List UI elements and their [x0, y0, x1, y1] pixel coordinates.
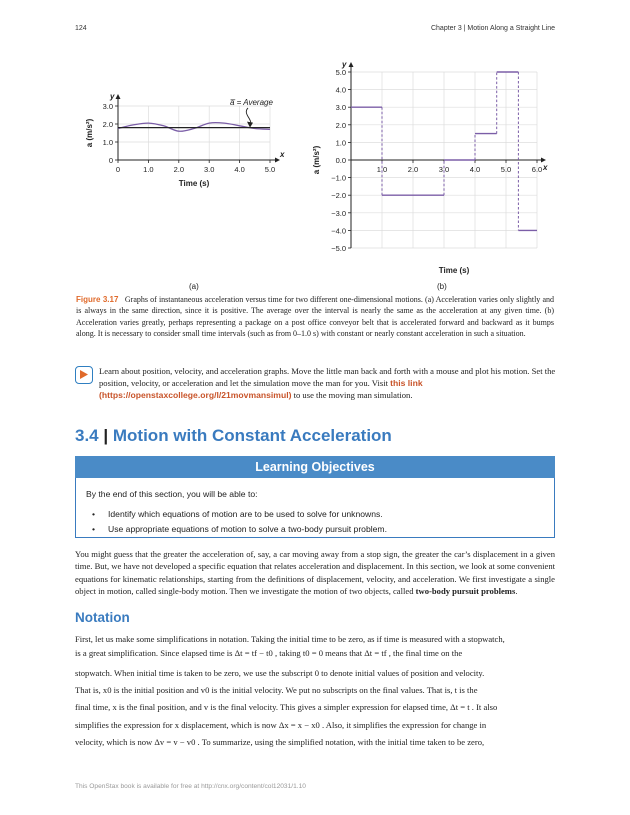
y-tick-label: −4.0: [331, 226, 346, 236]
y-tick-label: −5.0: [331, 244, 346, 253]
y-tick-label: −2.0: [331, 191, 346, 201]
figure-caption: [76, 294, 554, 339]
notation-line: final time, x is the final position, and v is the final velocity. This gives a simpler expression for elapsed time, Δt = t . It also: [75, 702, 498, 712]
y-tick-label: 1.0: [335, 138, 346, 148]
x-tick-label: 5.0: [264, 165, 276, 174]
section-heading: [75, 426, 392, 446]
page-number: 124: [75, 25, 87, 32]
x-axis-letter: x: [280, 150, 285, 159]
callout-text: Learn about position, velocity, and acceleration graphs. Move the little man back and forth with a mouse and plot his motion. Set the position, velocity, or acceleration and let the simulation move the man for you. Visit: [99, 366, 556, 388]
x-tick-label: 2.0: [407, 165, 419, 174]
section-title: Motion with Constant Acceleration: [112, 426, 392, 445]
y-tick-label: 3.0: [102, 102, 113, 111]
simulation-link[interactable]: this link (https://openstaxcollege.org/l/21movmansimul): [99, 377, 423, 400]
intro-paragraph: You might guess that the greater the acceleration of, say, a car moving away from a stop sign, the greater the car’s displacement in a given time. But, we have not developed a specific equation that relates acceleration and displacement. In this section, we look at some convenient equations for kinematic relationships, starting from the definitions of displacement, velocity, and acceleration. We first investigate a single object in motion, called single-body motion. Then we investigate the motion of two objects, called two-body pursuit problems.: [75, 549, 555, 596]
y-tick-label: 2.0: [102, 120, 113, 129]
x-axis-title: Time (s): [438, 266, 470, 275]
x-tick-label: 3.0: [203, 165, 215, 174]
notation-line: stopwatch. When initial time is taken to be zero, we use the subscript 0 to denote initial values of position and velocity.: [75, 668, 485, 678]
learning-objectives-intro: By the end of this section, you will be able to:: [86, 489, 258, 499]
notation-line: simplifies the expression for x displacement, which is now Δx = x − x0 . Also, it simplifies the expression for change in: [75, 720, 487, 730]
y-tick-label: 3.0: [335, 103, 346, 113]
x-tick-label: 6.0: [531, 165, 543, 174]
y-axis-title: a (m/s²): [312, 145, 321, 175]
section-separator: |: [103, 426, 109, 445]
notation-line: That is, x0 is the initial position and v0 is the initial velocity. We put no subscripts on the final values. That is, t is the: [75, 685, 478, 695]
x-tick-label: 4.0: [469, 165, 481, 174]
panel-label-a: (a): [189, 282, 199, 291]
simulation-icon: [75, 366, 93, 384]
bullet: •: [92, 509, 96, 519]
x-tick-label: 5.0: [500, 165, 512, 174]
y-axis-arrow: [116, 94, 121, 99]
figure-number: Figure 3.17: [76, 295, 119, 304]
simulation-callout: [99, 366, 557, 402]
learning-objectives-heading: Learning Objectives: [75, 456, 555, 478]
average-annotation: a̅ = Average: [230, 98, 273, 107]
notation-line: velocity, which is now Δv = v − v0 . To summarize, using the simplified notation, with the initial time taken to be zero,: [75, 737, 485, 747]
x-tick-label: 0: [115, 165, 121, 174]
y-axis-letter: y: [110, 92, 115, 101]
y-tick-label: 2.0: [335, 120, 346, 130]
y-axis-letter: y: [342, 60, 347, 69]
chart-a: [80, 88, 290, 198]
chapter-title: Chapter 3 | Motion Along a Straight Line: [430, 25, 555, 32]
y-axis-arrow: [349, 62, 354, 67]
x-axis-title: Time (s): [178, 179, 210, 188]
chart-b: [305, 58, 565, 283]
notation-line: is a great simplification. Since elapsed time is Δt = tf − t0 , taking t0 = 0 means that Δt = tf , the final time on the: [75, 648, 463, 658]
section-number: 3.4: [75, 426, 99, 445]
annotation-arrowhead: [247, 122, 253, 128]
page-footer: This OpenStax book is available for free at http://cnx.org/content/col12031/1.10: [75, 783, 306, 790]
notation-heading: Notation: [75, 610, 130, 625]
y-tick-label: 5.0: [335, 68, 346, 77]
y-tick-label: −1.0: [331, 173, 346, 183]
x-tick-label: 3.0: [438, 165, 450, 174]
callout-text-end: to use the moving man simulation.: [291, 389, 413, 400]
x-tick-label: 1.0: [143, 165, 154, 174]
x-axis-arrow: [541, 158, 546, 163]
panel-label-b: (b): [437, 282, 447, 291]
y-tick-label: 0: [108, 156, 113, 165]
x-tick-label: 1.0: [376, 165, 388, 174]
y-tick-label: 1.0: [102, 138, 113, 147]
learning-objective-item: • Identify which equations of motion are to be used to solve for unknowns.: [92, 509, 383, 519]
y-tick-label: 0.0: [335, 156, 346, 165]
x-axis-letter: x: [543, 163, 548, 172]
x-tick-label: 2.0: [173, 165, 185, 174]
x-tick-label: 4.0: [234, 165, 245, 174]
bullet: •: [92, 524, 96, 534]
key-term: two-body pursuit problems: [415, 585, 516, 596]
y-tick-label: −3.0: [331, 208, 346, 218]
figure-caption-text: Graphs of instantaneous acceleration versus time for two different one-dimensional motions. (a) Acceleration varies only slightly and is always in the same direction, since it is positive. The average over the interval is nearly the same as the acceleration at any given time. (b) Acceleration varies greatly, perhaps representing a package on a post office conveyor belt that is accelerated forward and backward as it bumps along. It is necessary to consider small time intervals (such as from 0–1.0 s) with constant or nearly constant acceleration in such a situation.: [76, 295, 554, 338]
notation-line: First, let us make some simplifications in notation. Taking the initial time to be zero, as if time is measured with a stopwatch,: [75, 634, 505, 644]
y-axis-title: a (m/s²): [85, 118, 94, 148]
y-tick-label: 4.0: [335, 85, 346, 95]
learning-objective-item: • Use appropriate equations of motion to solve a two-body pursuit problem.: [92, 524, 387, 534]
